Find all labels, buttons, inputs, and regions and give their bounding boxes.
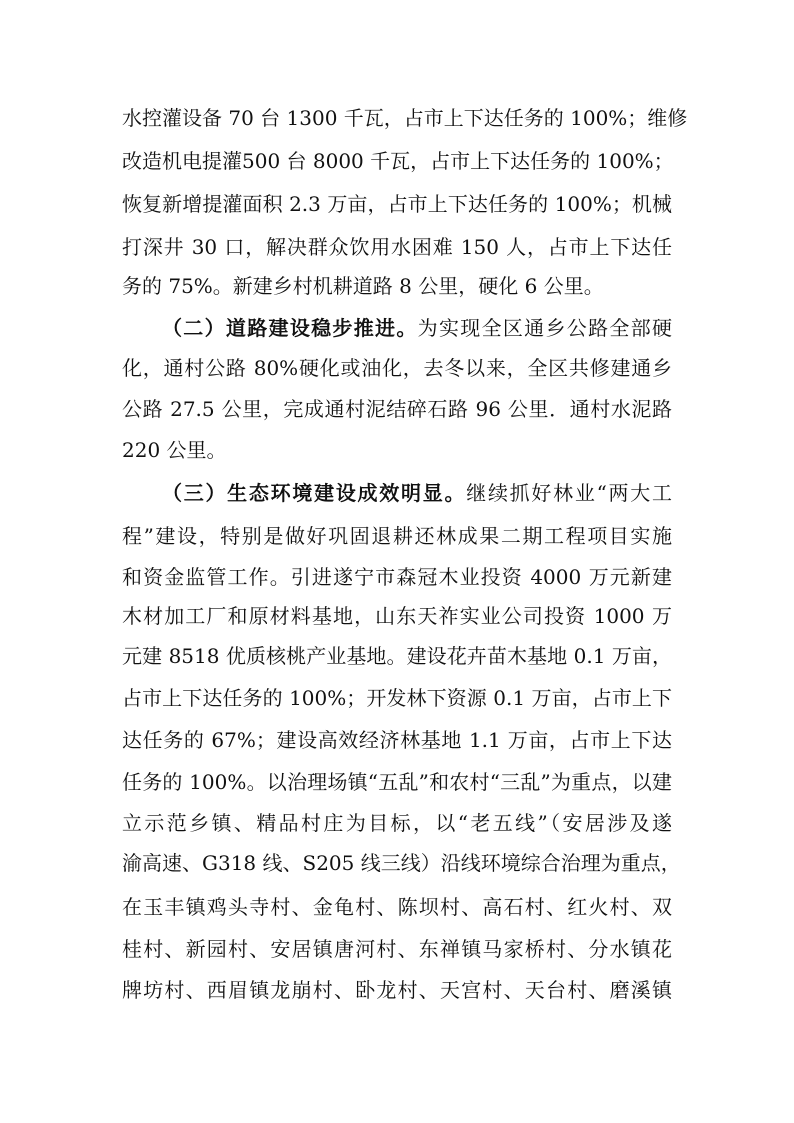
- body-text-line: 牌坊村、西眉镇龙崩村、卧龙村、天宫村、天台村、磨溪镇: [122, 978, 672, 1002]
- body-text-line: 化，通村公路 80%硬化或油化，去冬以来，全区共修建通乡: [122, 356, 672, 380]
- body-text-line: 和资金监管工作。引进遂宁市森冠木业投资 4000 万元新建: [122, 565, 672, 589]
- body-text-line: 220 公里。: [122, 438, 227, 462]
- body-text-line: 任务的 100%。以治理场镇“五乱”和农村“三乱”为重点，以建: [122, 770, 672, 794]
- body-text-line: 程”建设，特别是做好巩固退耕还林成果二期工程项目实施: [122, 524, 672, 548]
- body-text-line: 元建 8518 优质核桃产业基地。建设花卉苗木基地 0.1 万亩，: [122, 644, 672, 668]
- section-3-first-line-text: 继续抓好林业“两大工: [466, 481, 673, 505]
- body-text-line: 打深井 30 口，解决群众饮用水困难 150 人，占市上下达任: [122, 235, 672, 259]
- body-text-line: 桂村、新园村、安居镇唐河村、东禅镇马家桥村、分水镇花: [122, 937, 672, 961]
- body-text-line: 务的 75%。新建乡村机耕道路 8 公里，硬化 6 公里。: [122, 274, 604, 298]
- section-3-first-line: [162, 475, 672, 511]
- body-text-line: 达任务的 67%；建设高效经济林基地 1.1 万亩，占市上下达: [122, 728, 672, 752]
- body-text-line: 渝高速、G318 线、S205 线三线）沿线环境综合治理为重点，: [122, 851, 681, 875]
- body-text-line: 木材加工厂和原材料基地，山东天祚实业公司投资 1000 万: [122, 604, 672, 628]
- section-2-first-line: [162, 310, 672, 346]
- section-2-first-line-text: 为实现全区通乡公路全部硬: [417, 316, 673, 340]
- section-2-heading: （二）道路建设稳步推进。: [162, 316, 418, 340]
- body-text-line: 占市上下达任务的 100%；开发林下资源 0.1 万亩，占市上下: [122, 686, 672, 710]
- body-text-line: 改造机电提灌500 台 8000 千瓦，占市上下达任务的 100%；: [122, 149, 674, 173]
- section-3-heading: （三）生态环境建设成效明显。: [162, 481, 467, 505]
- body-text-line: 公路 27.5 公里，完成通村泥结碎石路 96 公里．通村水泥路: [122, 397, 672, 421]
- body-text-line: 在玉丰镇鸡头寺村、金龟村、陈坝村、高石村、红火村、双: [122, 895, 672, 919]
- body-text-line: 恢复新增提灌面积 2.3 万亩，占市上下达任务的 100%；机械: [122, 192, 672, 216]
- body-text-line: 水控灌设备 70 台 1300 千瓦，占市上下达任务的 100%；维修: [122, 106, 688, 130]
- body-text-line: 立示范乡镇、精品村庄为目标，以“老五线”（安居涉及遂: [122, 811, 672, 835]
